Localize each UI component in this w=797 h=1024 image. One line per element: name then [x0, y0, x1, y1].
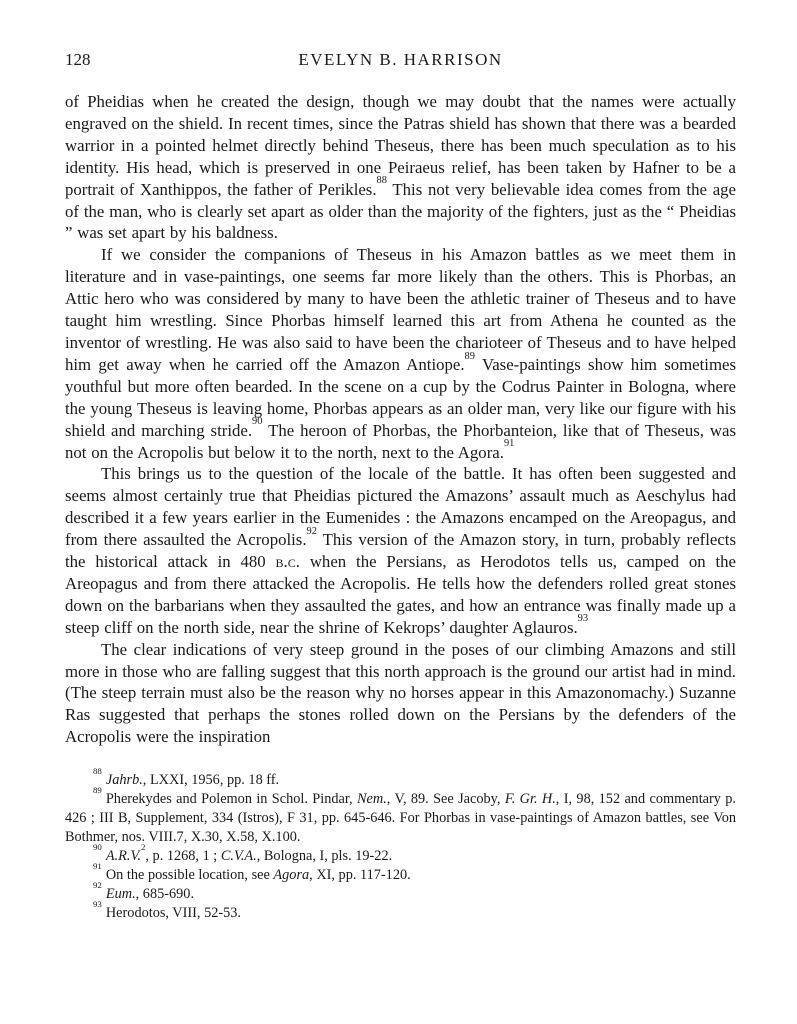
- footnote-marker: 89: [93, 785, 102, 796]
- footnote: $^{90}$A.R.V.$^2$, p. 1268, 1 ; C.V.A., Bologna, I, pls. 19-22.: [93, 842, 393, 865]
- footnote-marker: 92: [93, 880, 102, 891]
- footnote-marker: 88: [93, 766, 102, 777]
- footnote-marker: 91: [93, 861, 102, 872]
- paragraph: If we consider the companions of Theseus in his Amazon battles as we meet them in literature and in vase-paintings, one seems far more likely than the others. This is Phorbas, an Attic hero who was considered by many to have been the athletic trainer of Theseus and to have taught him wrestling. Since Phorbas himself learned this art from Athena he counted as the inventor of wrestling. He was also said to have been the charioteer of Theseus and to have helped him get away when he carried off the Amazon Antiope.$^{89}$ Vase-paintings show him sometimes youthful but more often bearded. In the scene on a cup by the Codrus Painter in Bologna, where the young Theseus is leaving home, Phorbas appears as an older man, very like our figure with his shield and marching stride.$^{90}$ The heroon of Phorbas, the Phorbanteion, like that of Theseus, was not on the Acropolis but below it to the north, next to the Agora.$^{91}$: [65, 245, 736, 462]
- footnote-reference: 93: [577, 613, 589, 625]
- paragraph: of Pheidias when he created the design, though we may doubt that the names were actually engraved on the shield. In recent times, since the Patras shield has shown that there was a bearded warrior in a pointed helmet directly behind Theseus, there has been much speculation as to his identity. His head, which is preserved in one Peiraeus relief, has been taken by Hafner to be a portrait of Xanthippos, the father of Perikles.$^{88}$ This not very believable idea comes from the age of the man, who is clearly set apart as older than the majority of the fighters, just as the “ Pheidias ” was set apart by his baldness.: [65, 92, 736, 243]
- footnote-reference: 91: [503, 438, 515, 450]
- footnotes: [65, 766, 737, 923]
- footnote-reference: 2: [140, 842, 146, 853]
- paragraph: This brings us to the question of the locale of the battle. It has often been suggested and seems almost certainly true that Pheidias pictured the Amazons’ assault much as Aeschylus had described it a few years earlier in the Eumenides : the Amazons encamped on the Areopagus, and from there assaulted the Acropolis.$^{92}$ This version of the Amazon story, in turn, probably reflects the historical attack in 480 b.c. when the Persians, as Herodotos tells us, camped on the Areopagus and from there attacked the Acropolis. He tells how the defenders rolled great stones down on the barbarians when they assaulted the gates, and how an entrance was finally made up a steep cliff on the north side, near the shrine of Kekrops’ daughter Aglauros.$^{93}$: [65, 464, 736, 637]
- body-text: [65, 91, 736, 748]
- footnote-reference: 89: [464, 350, 475, 362]
- footnote: $^{92}$Eum., 685-690.: [93, 880, 195, 903]
- footnote-reference: 88: [376, 175, 387, 187]
- footnote-reference: 92: [306, 525, 317, 537]
- page-number: 128: [65, 50, 91, 69]
- footnote: $^{91}$On the possible location, see Agora, XI, pp. 117-120.: [93, 861, 411, 884]
- footnote: $^{93}$Herodotos, VIII, 52-53.: [93, 899, 241, 922]
- paragraph: The clear indications of very steep ground in the poses of our climbing Amazons and still more in those who are falling suggest that this north approach is the ground our artist had in mind. (The steep terrain must also be the reason why no horses appear in this Amazonomachy.) Suzanne Ras suggested that perhaps the stones rolled down on the Persians by the defenders of the Acropolis were the inspiration: [65, 639, 736, 747]
- footnote-marker: 90: [93, 842, 102, 853]
- footnote-reference: 90: [252, 416, 263, 428]
- footnote-marker: 93: [93, 899, 102, 910]
- footnote: $^{89}$Pherekydes and Polemon in Schol. Pindar, Nem., V, 89. See Jacoby, F. Gr. H., I, 98, 152 and commentary p. 426 ; III B, Supplement, 334 (Istros), F 31, pp. 645-646. For Phorbas in vase-paintings of Amazon battles, see Von Bothmer, nos. VIII.7, X.30, X.58, X.100.: [65, 785, 737, 846]
- footnote: $^{88}$Jahrb., LXXI, 1956, pp. 18 ff.: [93, 766, 280, 789]
- running-head: [65, 50, 736, 74]
- running-head-title: EVELYN B. HARRISON: [298, 50, 503, 69]
